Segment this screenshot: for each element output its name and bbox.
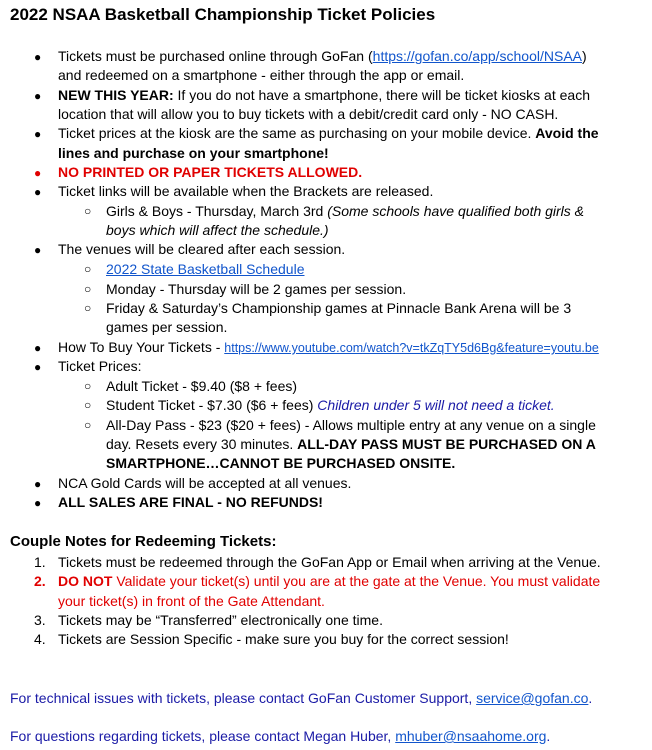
bullet-dot: ● <box>34 50 42 64</box>
note-4: Tickets are Session Specific - make sure you buy for the correct session! <box>58 631 509 647</box>
bullet-6-sub-3-line-2: games per session. <box>106 319 228 335</box>
all-day-pass-line-2: day. Resets every 30 minutes. ALL-DAY PASS MUST BE PURCHASED ON A <box>106 436 596 452</box>
sub-bullet-circle: ○ <box>84 379 92 393</box>
bullet-6-sub-2: Monday - Thursday will be 2 games per session. <box>106 281 407 297</box>
bullet-8-line: Ticket Prices: <box>58 358 142 374</box>
bullet-dot: ● <box>34 360 42 374</box>
notes-heading: Couple Notes for Redeeming Tickets: <box>10 533 277 550</box>
bullet-3-line-2: lines and purchase on your smartphone! <box>58 145 329 161</box>
student-ticket-price: Student Ticket - $7.30 ($6 + fees) Children under 5 will not need a ticket. <box>106 397 555 413</box>
bullet-1-line-2: and redeemed on a smartphone - either through the app or email. <box>58 67 465 83</box>
bullet-6-sub-3-line-1: Friday & Saturday’s Championship games at Pinnacle Bank Arena will be 3 <box>106 300 572 316</box>
bullet-dot: ● <box>34 477 42 491</box>
contact-nsaa: For questions regarding tickets, please contact Megan Huber, mhuber@nsaahome.org. <box>10 728 551 744</box>
list-number: 3. <box>34 612 46 628</box>
bullet-dot: ● <box>34 243 42 257</box>
bullet-7-line: How To Buy Your Tickets - https://www.youtube.com/watch?v=tkZqTY5d6Bg&feature=youtu.be <box>58 339 599 355</box>
list-number: 4. <box>34 631 46 647</box>
bullet-dot: ● <box>34 89 42 103</box>
note-1: Tickets must be redeemed through the GoFan App or Email when arriving at the Venue. <box>58 554 601 570</box>
sub-bullet-circle: ○ <box>84 418 92 432</box>
bullet-4-warning: NO PRINTED OR PAPER TICKETS ALLOWED. <box>58 164 363 180</box>
bullet-2-line-1: NEW THIS YEAR: If you do not have a smartphone, there will be ticket kiosks at each <box>58 87 590 103</box>
note-2-line-2: your ticket(s) in front of the Gate Attendant. <box>58 593 325 609</box>
sub-bullet-circle: ○ <box>84 204 92 218</box>
sub-bullet-circle: ○ <box>84 398 92 412</box>
list-number: 1. <box>34 554 46 570</box>
sub-bullet-circle: ○ <box>84 282 92 296</box>
bullet-1-line-1: Tickets must be purchased online through GoFan (https://gofan.co/app/school/NSAA) <box>58 48 587 64</box>
bullet-dot: ● <box>34 341 42 355</box>
adult-ticket-price: Adult Ticket - $9.40 ($8 + fees) <box>106 378 298 394</box>
note-2-line-1: DO NOT Validate your ticket(s) until you are at the gate at the Venue. You must validate <box>58 573 601 589</box>
bullet-2-line-2: location that will allow you to buy tickets with a debit/credit card only - NO CASH. <box>58 106 559 122</box>
bullet-10-line: ALL SALES ARE FINAL - NO REFUNDS! <box>58 494 323 510</box>
bullet-dot: ● <box>34 166 42 180</box>
bullet-dot: ● <box>34 185 42 199</box>
list-number: 2. <box>34 573 46 589</box>
all-day-pass-line-1: All-Day Pass - $23 ($20 + fees) - Allows multiple entry at any venue on a single <box>106 417 596 433</box>
page-title: 2022 NSAA Basketball Championship Ticket Policies <box>10 5 436 24</box>
nsaa-contact-email[interactable]: mhuber@nsaahome.org <box>395 728 547 744</box>
bullet-5-sub-1-line-2: boys which will affect the schedule.) <box>106 222 329 238</box>
contact-gofan: For technical issues with tickets, please contact GoFan Customer Support, service@gofan.co. <box>10 690 593 706</box>
bullet-dot: ● <box>34 496 42 510</box>
sub-bullet-circle: ○ <box>84 262 92 276</box>
gofan-support-email[interactable]: service@gofan.co <box>476 690 589 706</box>
bullet-6-line: The venues will be cleared after each session. <box>58 241 346 257</box>
bullet-dot: ● <box>34 127 42 141</box>
youtube-link[interactable]: https://www.youtube.com/watch?v=tkZqTY5d6Bg&feature=youtu.be <box>224 341 599 355</box>
schedule-link[interactable]: 2022 State Basketball Schedule <box>106 261 305 277</box>
bullet-9-line: NCA Gold Cards will be accepted at all venues. <box>58 475 352 491</box>
sub-bullet-circle: ○ <box>84 301 92 315</box>
bullet-5-line: Ticket links will be available when the Brackets are released. <box>58 183 434 199</box>
gofan-link[interactable]: https://gofan.co/app/school/NSAA <box>372 48 583 64</box>
all-day-pass-line-3: SMARTPHONE…CANNOT BE PURCHASED ONSITE. <box>106 455 456 471</box>
bullet-5-sub-1-line-1: Girls & Boys - Thursday, March 3rd (Some schools have qualified both girls & <box>106 203 585 219</box>
note-3: Tickets may be “Transferred” electronically one time. <box>58 612 383 628</box>
bullet-3-line-1: Ticket prices at the kiosk are the same as purchasing on your mobile device. Avoid the <box>58 125 599 141</box>
